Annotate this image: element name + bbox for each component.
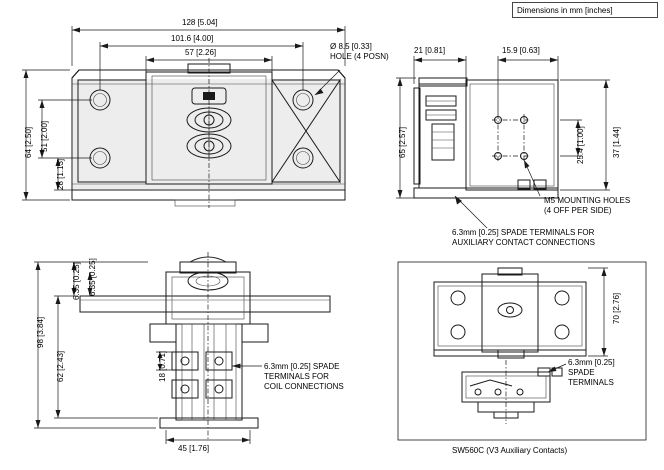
- dim-terminal-width: 18 [0.71]: [158, 350, 167, 382]
- dim-overall-width: 128 [5.04]: [182, 18, 218, 27]
- aux-view-caption: SW560C (V3 Auxiliary Contacts): [452, 446, 568, 455]
- coil-callout-line3: COIL CONNECTIONS: [264, 382, 344, 391]
- hole-callout-line1: Ø 8.5 [0.33]: [330, 42, 372, 51]
- dim-left-depth: 21 [0.81]: [414, 46, 446, 55]
- spade-callout-line1: 6.3mm [0.25]: [568, 358, 615, 367]
- plan-view-dimensions: [34, 262, 262, 444]
- dim-hole-height-span: 51 [2.00]: [40, 120, 49, 152]
- dimensions-note: Dimensions in mm [inches]: [517, 6, 613, 15]
- coil-callout-line1: 6.3mm [0.25] SPADE: [264, 362, 340, 371]
- hole-callout-line2: HOLE (4 POSN): [330, 52, 389, 61]
- dim-top-offset-2: 6.35 [0.25]: [88, 258, 97, 296]
- dim-hole-offset: 28 [1.13]: [56, 158, 65, 190]
- front-view-geometry: [72, 58, 345, 208]
- dim-mount-height: 37 [1.44]: [612, 126, 621, 158]
- spade-callout-line2: SPADE: [568, 368, 595, 377]
- dim-overall-length: 98 [3.84]: [36, 316, 45, 348]
- m5-callout-line2: (4 OFF PER SIDE): [544, 206, 612, 215]
- dim-base-width: 45 [1.76]: [178, 444, 210, 453]
- dimensions-note-box: [512, 2, 658, 18]
- aux-terminals-line2: AUXILIARY CONTACT CONNECTIONS: [452, 238, 595, 247]
- dim-hole-span-outer: 101.6 [4.00]: [171, 34, 214, 43]
- plan-view-geometry: [80, 252, 330, 440]
- dim-overall-height: 64 [2.50]: [24, 126, 33, 158]
- m5-callout-line1: M5 MOUNTING HOLES: [544, 196, 631, 205]
- dim-hole-span-inner: 57 [2.26]: [185, 48, 217, 57]
- dim-side-height: 65 [2.57]: [398, 126, 407, 158]
- dim-mount-spacing: 25.4 [1.00]: [576, 126, 585, 164]
- coil-callout-line2: TERMINALS FOR: [264, 372, 329, 381]
- aux-terminals-line1: 6.3mm [0.25] SPADE TERMINALS FOR: [452, 228, 595, 237]
- dim-inner-length: 62 [2.43]: [56, 350, 65, 382]
- side-view-geometry: [414, 78, 558, 198]
- dim-top-offset: 6.35 [0.25]: [72, 262, 81, 300]
- dim-right-depth: 15.9 [0.63]: [502, 46, 540, 55]
- dim-aux-height: 70 [2.76]: [612, 292, 621, 324]
- spade-callout-line3: TERMINALS: [568, 378, 614, 387]
- aux-view-geometry: [398, 262, 646, 440]
